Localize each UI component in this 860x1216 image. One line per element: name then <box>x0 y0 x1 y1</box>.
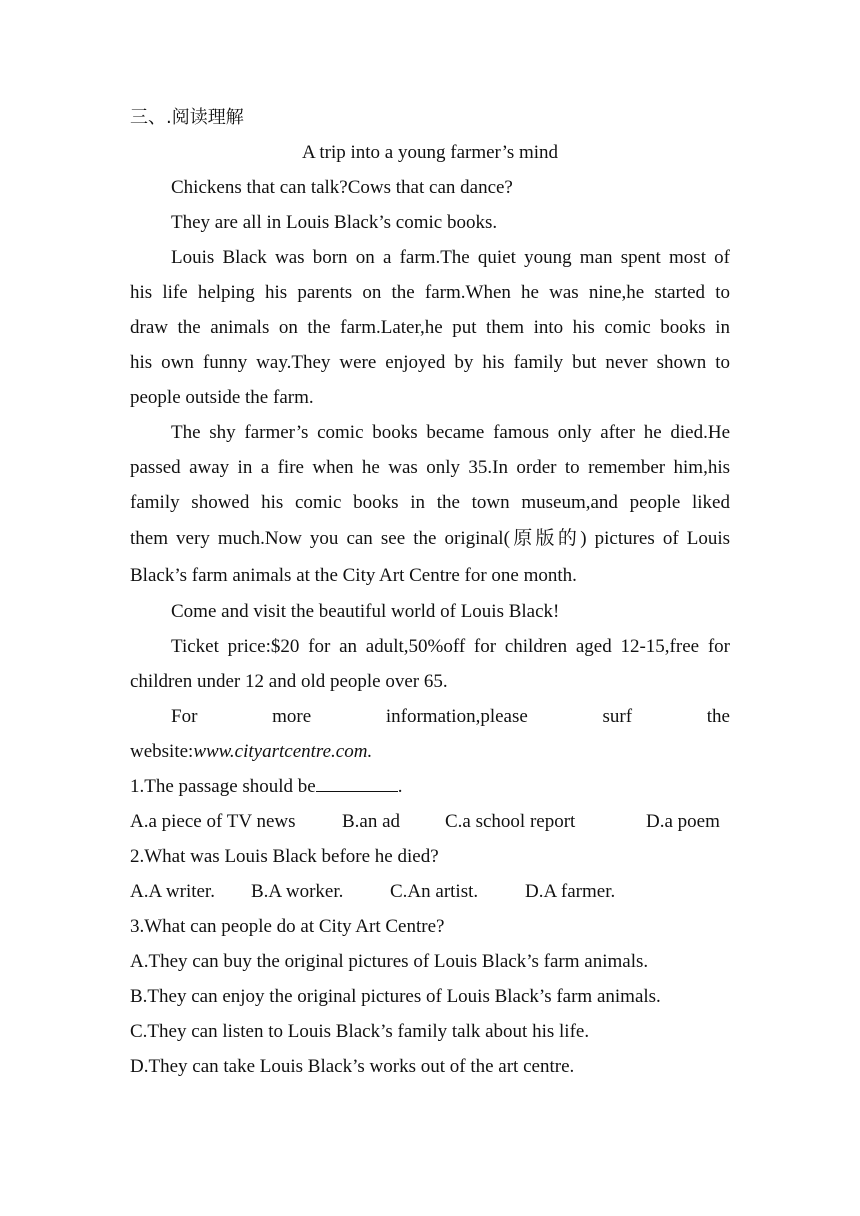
question-options <box>130 804 730 839</box>
paragraph-line: For more information,please surf the <box>171 706 730 727</box>
question-stem: 3.What can people do at City Art Centre? <box>130 916 445 937</box>
paragraph-line: his own funny way.They were enjoyed by his family but never shown to <box>130 352 730 373</box>
option-b: B.They can enjoy the original pictures of Louis Black’s farm animals. <box>130 986 661 1007</box>
passage-paragraph-5: Come and visit the beautiful world of Louis Black! <box>171 601 560 622</box>
option-c: C.a school report <box>445 811 576 832</box>
passage-paragraph-6 <box>130 629 730 699</box>
paragraph-line: people outside the farm. <box>130 387 314 408</box>
option-d: D.They can take Louis Black’s works out of the art centre. <box>130 1056 575 1077</box>
question-1 <box>130 769 730 839</box>
website-line <box>130 734 730 769</box>
answer-blank <box>316 769 398 792</box>
paragraph-line: The shy farmer’s comic books became famous only after he died.He <box>171 422 730 443</box>
paragraph-line: Louis Black was born on a farm.The quiet young man spent most of <box>171 247 730 268</box>
question-stem <box>130 769 730 804</box>
question-stem: 2.What was Louis Black before he died? <box>130 846 439 867</box>
paragraph-line: his life helping his parents on the farm.When he was nine,he started to <box>130 282 730 303</box>
paragraph-line: Ticket price:$20 for an adult,50%off for children aged 12-15,free for <box>171 636 730 657</box>
passage-paragraph-4 <box>130 415 730 594</box>
option-b: B.A worker. <box>251 881 344 902</box>
option-b: B.an ad <box>342 811 401 832</box>
question-options <box>130 874 730 909</box>
option-c: C.An artist. <box>390 881 479 902</box>
option-d: D.a poem <box>646 811 720 832</box>
passage-title: A trip into a young farmer’s mind <box>301 142 559 163</box>
option-c: C.They can listen to Louis Black’s family talk about his life. <box>130 1021 590 1042</box>
paragraph-line: draw the animals on the farm.Later,he put them into his comic books in <box>130 317 730 338</box>
document-content <box>130 100 730 1084</box>
paragraph-line: passed away in a fire when he was only 35.In order to remember him,his <box>130 457 730 478</box>
section-heading: 三、.阅读理解 <box>130 107 244 128</box>
paragraph-line: children under 12 and old people over 65. <box>130 671 448 692</box>
option-d: D.A farmer. <box>525 881 616 902</box>
question-2 <box>130 839 730 909</box>
paragraph-line: Black’s farm animals at the City Art Centre for one month. <box>130 565 577 586</box>
paragraph-line: them very much.Now you can see the original(原版的) pictures of Louis <box>130 528 730 549</box>
passage-paragraph-1: Chickens that can talk?Cows that can dance? <box>171 177 513 198</box>
question-stem-text: 1.The passage should be <box>130 776 316 797</box>
option-a: A.They can buy the original pictures of Louis Black’s farm animals. <box>130 951 649 972</box>
website-url: www.cityartcentre.com. <box>193 741 373 762</box>
question-stem-end: . <box>397 776 403 797</box>
option-a: A.A writer. <box>130 881 215 902</box>
question-3 <box>130 909 730 1084</box>
passage-paragraph-3 <box>130 240 730 415</box>
option-a: A.a piece of TV news <box>130 811 296 832</box>
passage-paragraph-7 <box>130 699 730 769</box>
paragraph-line: family showed his comic books in the town museum,and people liked <box>130 492 730 513</box>
passage-paragraph-2: They are all in Louis Black’s comic books. <box>171 212 498 233</box>
website-prefix: website: <box>130 741 194 762</box>
